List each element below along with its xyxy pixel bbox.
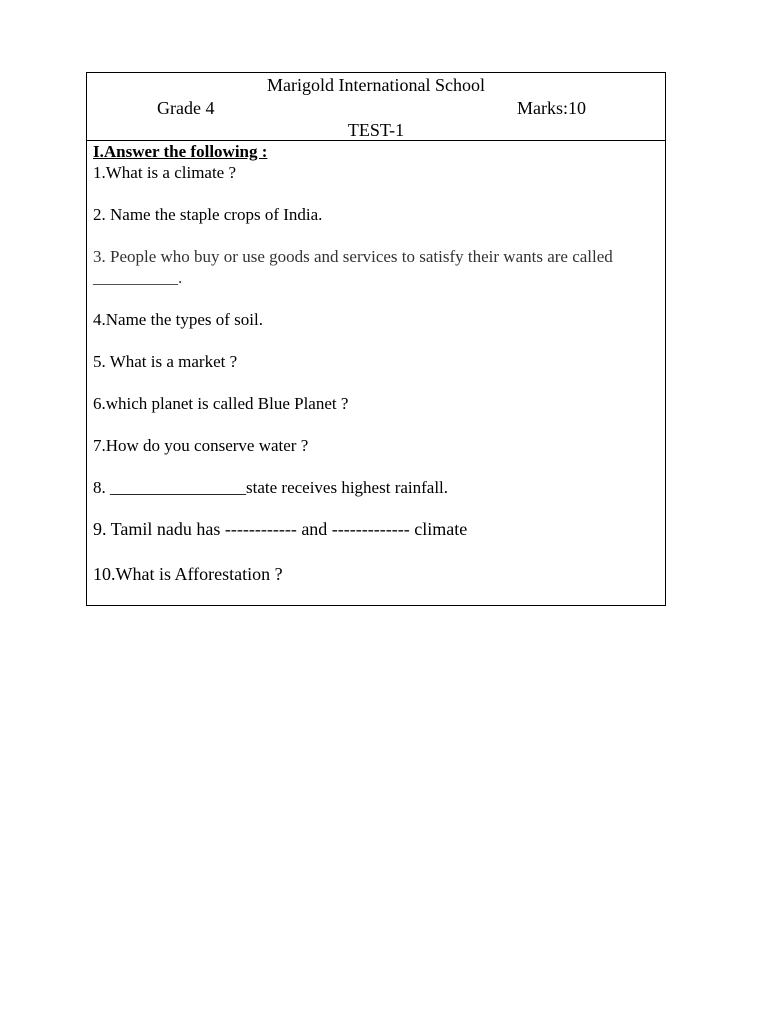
section-heading: I.Answer the following :	[93, 142, 268, 161]
school-name: Marigold International School	[267, 75, 485, 95]
question-3: 3. People who buy or use goods and services to satisfy their wants are called __________.	[93, 247, 613, 287]
question-9: 9. Tamil nadu has ------------ and ------------- climate	[93, 519, 468, 539]
question-2: 2. Name the staple crops of India.	[93, 205, 323, 224]
test-header	[87, 73, 665, 141]
question-5: 5. What is a market ?	[93, 352, 238, 371]
grade-label: Grade 4	[157, 98, 215, 118]
question-1: 1.What is a climate ?	[93, 163, 237, 182]
question-6: 6.which planet is called Blue Planet ?	[93, 394, 349, 413]
test-paper-box	[86, 72, 666, 606]
test-title: TEST-1	[347, 120, 405, 140]
question-4: 4.Name the types of soil.	[93, 310, 263, 329]
question-7: 7.How do you conserve water ?	[93, 436, 309, 455]
question-8: 8. ________________state receives highest rainfall.	[93, 478, 449, 497]
question-10: 10.What is Afforestation ?	[93, 564, 283, 584]
marks-label: Marks:10	[517, 98, 586, 118]
